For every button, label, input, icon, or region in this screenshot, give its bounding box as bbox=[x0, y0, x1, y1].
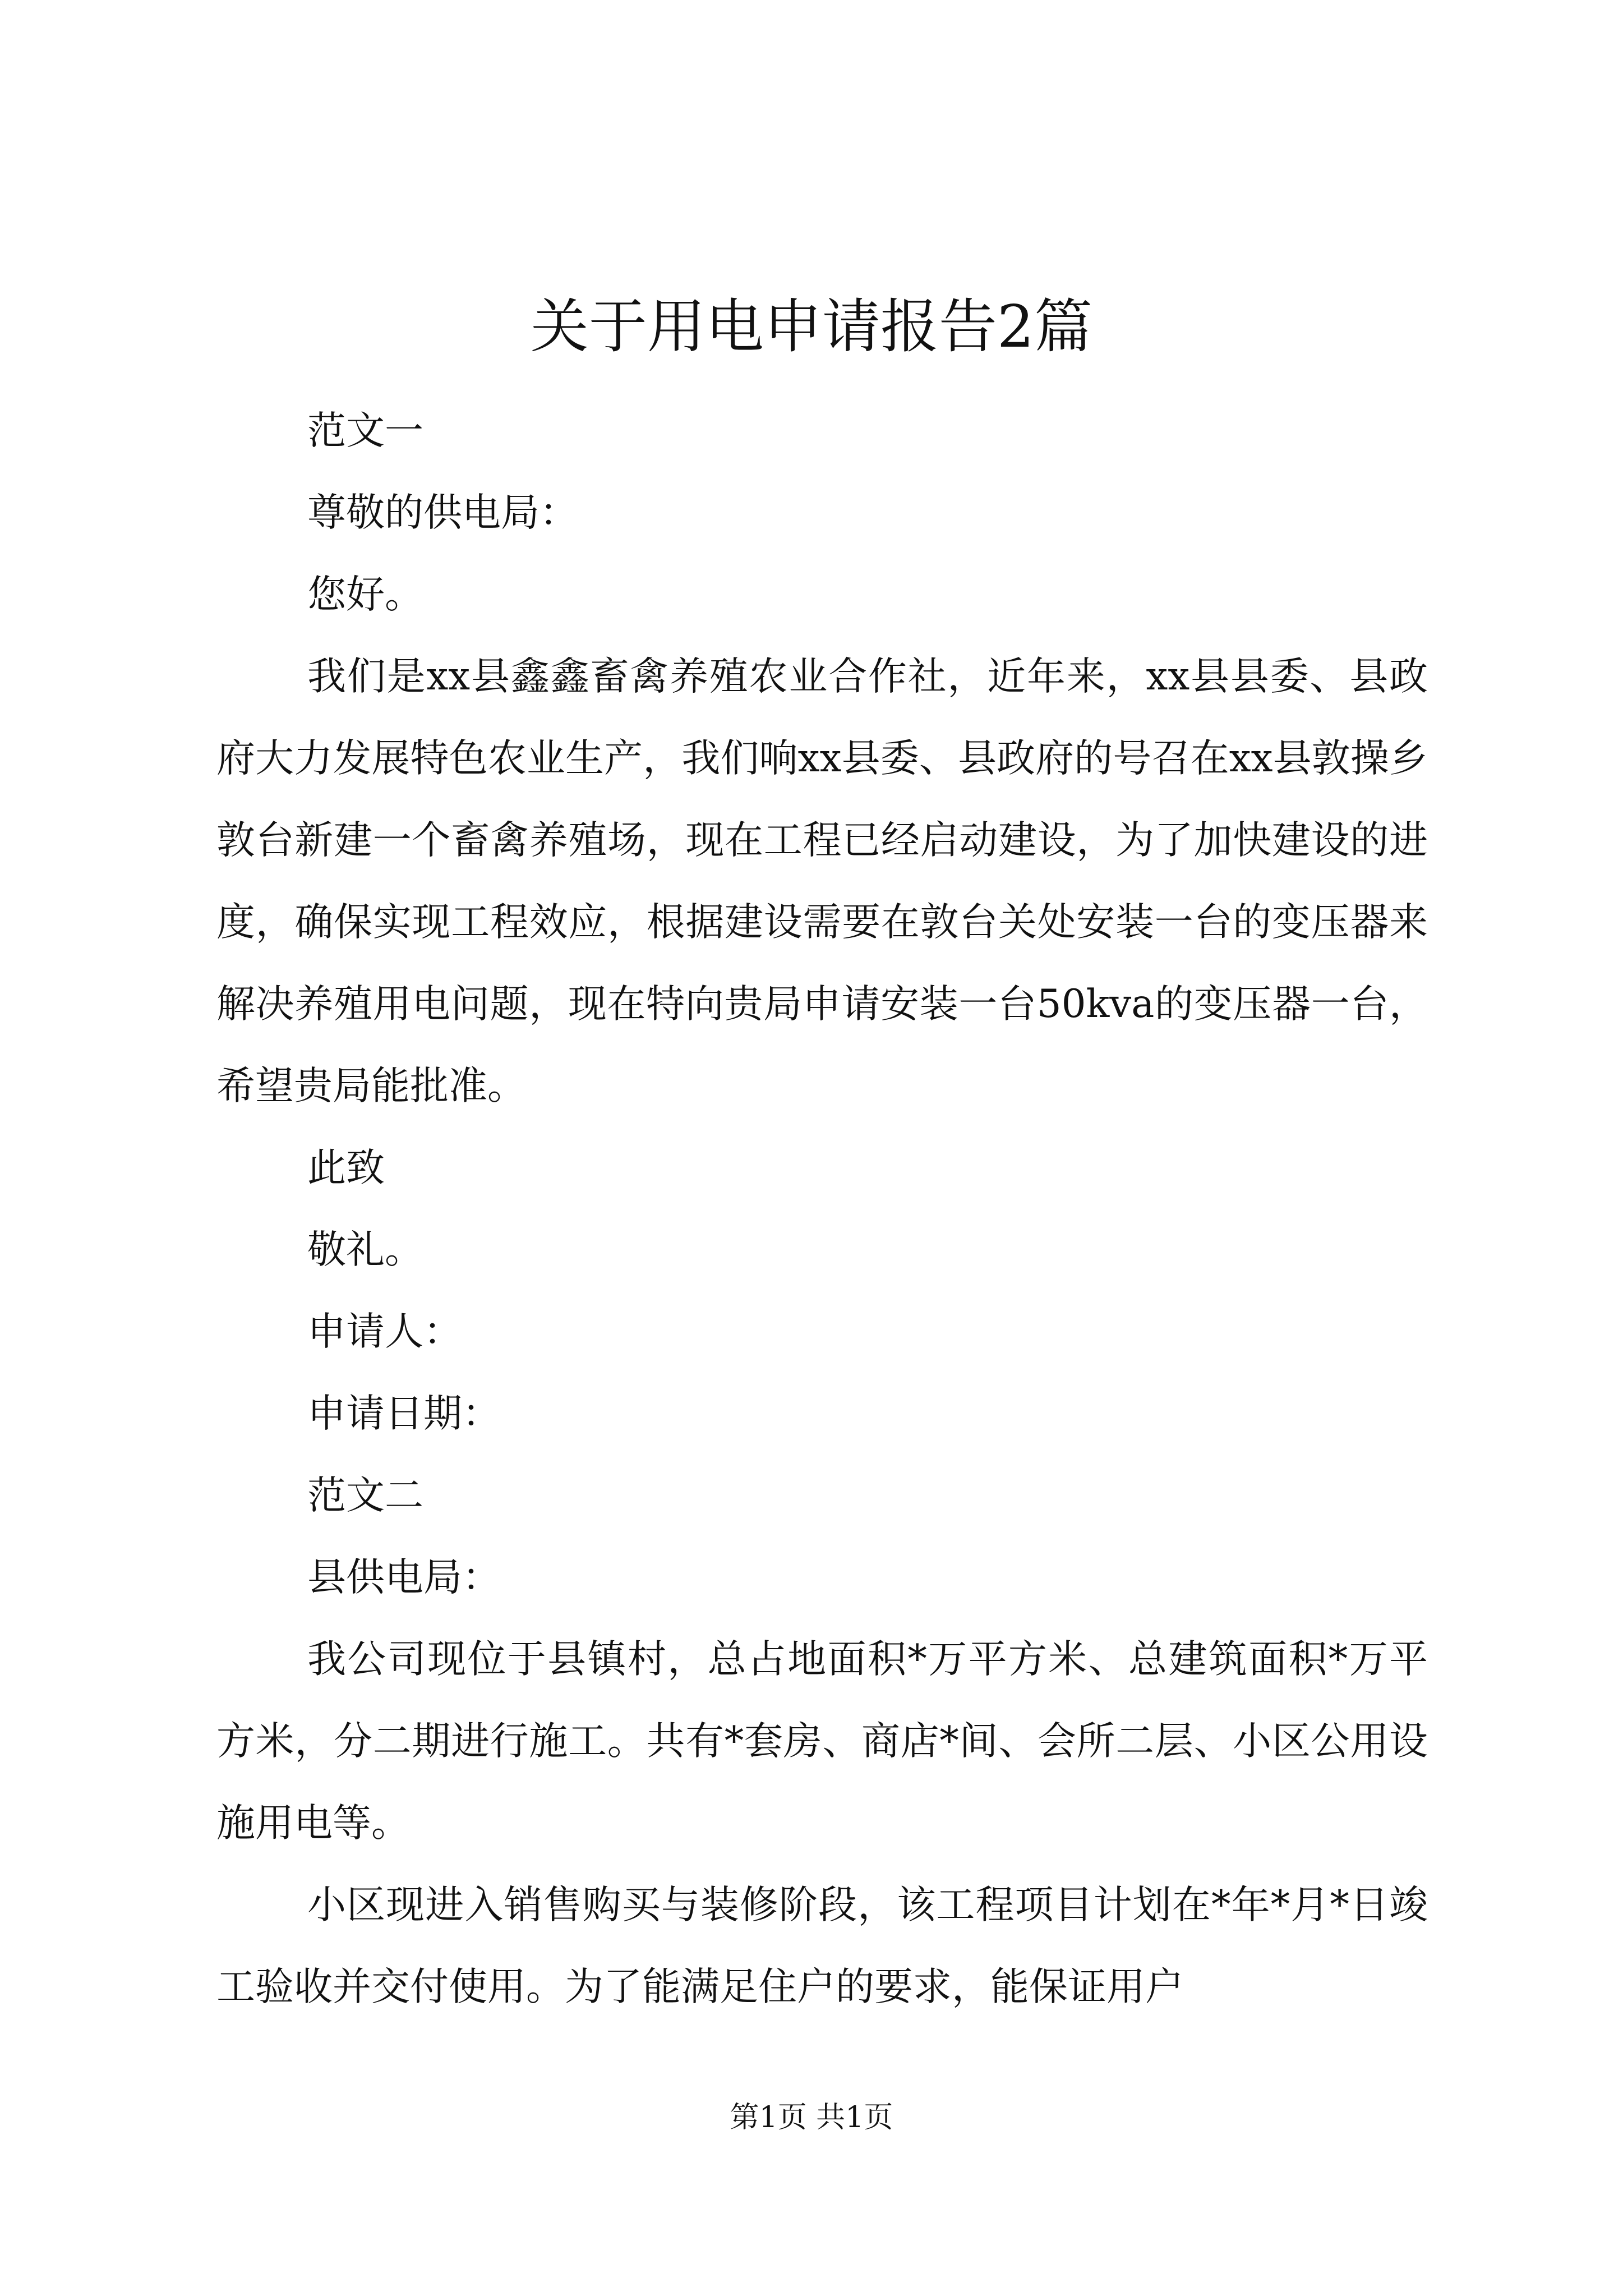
document-body bbox=[216, 390, 1428, 2028]
closing: 此致 bbox=[307, 1145, 385, 1190]
date-label: 申请日期： bbox=[307, 1391, 501, 1436]
page-footer: 第1页 共1页 bbox=[730, 2101, 893, 2134]
body-paragraph-2: 我公司现位于县镇村，总占地面积*万平方米、总建筑面积*万平方米，分二期进行施工。共有*套房、商店*间、会所二层、小区公用设施用电等。 bbox=[216, 1637, 1428, 1846]
body-paragraph: 我们是xx县鑫鑫畜禽养殖农业合作社，近年来，xx县县委、县政府大力发展特色农业生产，我们响xx县委、县政府的号召在xx县敦操乡敦台新建一个畜禽养殖场，现在工程已经启动建设，为了加快建设的进度，确保实现工程效应，根据建设需要在敦台关处安装一台的变压器来解决养殖用电问题，现在特向贵局申请安装一台50kva的变压器一台，希望贵局能批准。 bbox=[216, 654, 1428, 1108]
body-paragraph-3: 小区现进入销售购买与装修阶段，该工程项目计划在*年*月*日竣工验收并交付使用。为了能满足住户的要求，能保证用户 bbox=[216, 1883, 1428, 2009]
section-heading-2: 范文二 bbox=[307, 1473, 423, 1518]
greeting: 您好。 bbox=[307, 572, 423, 617]
document-title: 关于用电申请报告2篇 bbox=[530, 292, 1093, 361]
salutation-2: 县供电局： bbox=[307, 1555, 501, 1600]
section-heading-1: 范文一 bbox=[307, 408, 423, 453]
salutation: 尊敬的供电局： bbox=[307, 490, 578, 535]
closing-regards: 敬礼。 bbox=[307, 1227, 423, 1272]
applicant-label: 申请人： bbox=[307, 1309, 462, 1354]
